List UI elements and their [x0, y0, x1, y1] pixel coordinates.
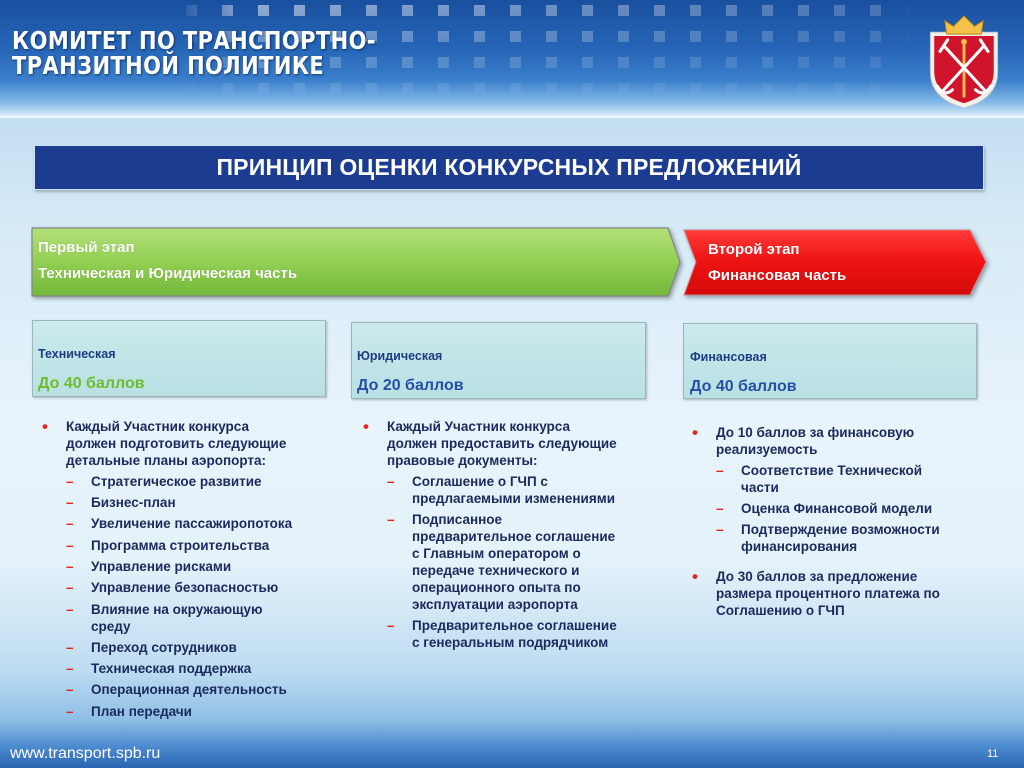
- list-item-text: Каждый Участник конкурса должен подготовить следующие детальные планы аэропорта:: [66, 418, 287, 468]
- list-item: [42, 418, 292, 469]
- criteria-score: До 40 баллов: [690, 378, 797, 395]
- dash-marker: –: [66, 682, 74, 698]
- stage-1-subtitle: Техническая и Юридическая часть: [38, 265, 298, 282]
- dash-marker: –: [66, 516, 74, 532]
- coat-of-arms-icon: [926, 13, 1002, 109]
- stage-2-arrow: [683, 227, 989, 297]
- dash-marker: –: [66, 601, 74, 617]
- sub-list-item: [363, 617, 617, 651]
- sub-list-item: [42, 537, 292, 554]
- list-item: [692, 424, 940, 458]
- sub-list-item-text: Соответствие Технической части: [741, 462, 923, 495]
- dash-marker: –: [716, 501, 724, 517]
- stage-2-label: Второй этап: [708, 241, 800, 258]
- sub-list-item-text: Переход сотрудников: [91, 639, 237, 655]
- dash-marker: –: [66, 639, 74, 655]
- dash-marker: –: [387, 512, 395, 528]
- list-item-text: До 10 баллов за финансовую реализуемость: [716, 424, 915, 457]
- sub-list-item-text: Управление рисками: [91, 558, 232, 574]
- criteria-score: До 40 баллов: [38, 375, 145, 392]
- sub-list-item: [692, 462, 940, 496]
- sub-list-item-text: Подписанное предварительное соглашение с Главным оператором о передаче технического и операционного опыта по эксплуатации аэропорта: [412, 512, 616, 613]
- stage-2-subtitle: Финансовая часть: [708, 267, 847, 284]
- dash-marker: –: [66, 558, 74, 574]
- financial-requirements-list: [692, 424, 940, 620]
- criteria-box-financial: [683, 323, 977, 399]
- dash-marker: –: [387, 473, 395, 489]
- dash-marker: –: [387, 618, 395, 634]
- sub-list-item-text: Оценка Финансовой модели: [741, 501, 933, 517]
- list-item: [363, 418, 617, 469]
- sub-list-item: [363, 511, 617, 613]
- dash-marker: –: [66, 580, 74, 596]
- page-title-bar: [34, 145, 984, 190]
- sub-list-item: [42, 473, 292, 490]
- committee-title-line-1: КОМИТЕТ ПО ТРАНСПОРТНО-: [12, 26, 376, 55]
- bullet-marker: •: [42, 416, 48, 436]
- sub-list-item-text: Операционная деятельность: [91, 682, 287, 698]
- sub-list-item: [363, 473, 617, 507]
- sub-list-item: [692, 500, 940, 517]
- criteria-name: Юридическая: [357, 349, 443, 363]
- dash-marker: –: [66, 661, 74, 677]
- sub-list-item: [42, 494, 292, 511]
- sub-list-item: [42, 639, 292, 656]
- sub-list-item: [42, 515, 292, 532]
- list-item-text: До 30 баллов за предложение размера процентного платежа по Соглашению о ГЧП: [716, 569, 940, 619]
- dash-marker: –: [66, 537, 74, 553]
- bullet-marker: •: [692, 422, 698, 442]
- committee-title: [12, 26, 376, 80]
- sub-list-item-text: Предварительное соглашение с генеральным подрядчиком: [412, 618, 617, 651]
- sub-list-item-text: Бизнес-план: [91, 495, 176, 511]
- sub-list-item-text: Программа строительства: [91, 537, 270, 553]
- stage-1-arrow: [31, 227, 683, 297]
- sub-list-item: [42, 579, 292, 596]
- bullet-marker: •: [363, 416, 369, 436]
- list-item: [692, 568, 940, 619]
- sub-list-item-text: Подтверждение возможности финансирования: [741, 522, 940, 555]
- sub-list-item-text: План передачи: [91, 703, 192, 719]
- list-item-text: Каждый Участник конкурса должен предоставить следующие правовые документы:: [387, 418, 617, 468]
- sub-list-item-text: Влияние на окружающую среду: [91, 601, 263, 634]
- technical-requirements-list: [42, 418, 292, 720]
- page-title: ПРИНЦИП ОЦЕНКИ КОНКУРСНЫХ ПРЕДЛОЖЕНИЙ: [216, 154, 802, 180]
- sub-list-item-text: Соглашение о ГЧП с предлагаемыми изменениями: [412, 473, 616, 506]
- sub-list-item: [42, 660, 292, 677]
- criteria-box-technical: [32, 320, 326, 397]
- header-banner: [0, 0, 1024, 118]
- criteria-name: Финансовая: [690, 350, 767, 364]
- committee-title-line-2: ТРАНЗИТНОЙ ПОЛИТИКЕ: [12, 50, 325, 80]
- legal-requirements-list: [363, 418, 617, 652]
- footer-website-link: www.transport.spb.ru: [10, 745, 161, 762]
- dash-marker: –: [66, 703, 74, 719]
- criteria-name: Техническая: [38, 347, 116, 361]
- dash-marker: –: [66, 495, 74, 511]
- dash-marker: –: [716, 462, 724, 478]
- bullet-marker: •: [692, 567, 698, 587]
- dash-marker: –: [66, 473, 74, 489]
- sub-list-item-text: Стратегическое развитие: [91, 473, 262, 489]
- sub-list-item: [42, 601, 292, 635]
- slide-page-number: 11: [987, 748, 999, 760]
- stage-1-label: Первый этап: [38, 239, 135, 256]
- sub-list-item-text: Увеличение пассажиропотока: [91, 516, 293, 532]
- sub-list-item: [42, 558, 292, 575]
- sub-list-item-text: Управление безопасностью: [91, 580, 279, 596]
- sub-list-item: [692, 521, 940, 555]
- criteria-box-legal: [351, 322, 646, 399]
- dash-marker: –: [716, 522, 724, 538]
- sub-list-item: [42, 681, 292, 698]
- sub-list-item-text: Техническая поддержка: [91, 661, 252, 677]
- criteria-score: До 20 баллов: [357, 377, 464, 394]
- sub-list-item: [42, 703, 292, 720]
